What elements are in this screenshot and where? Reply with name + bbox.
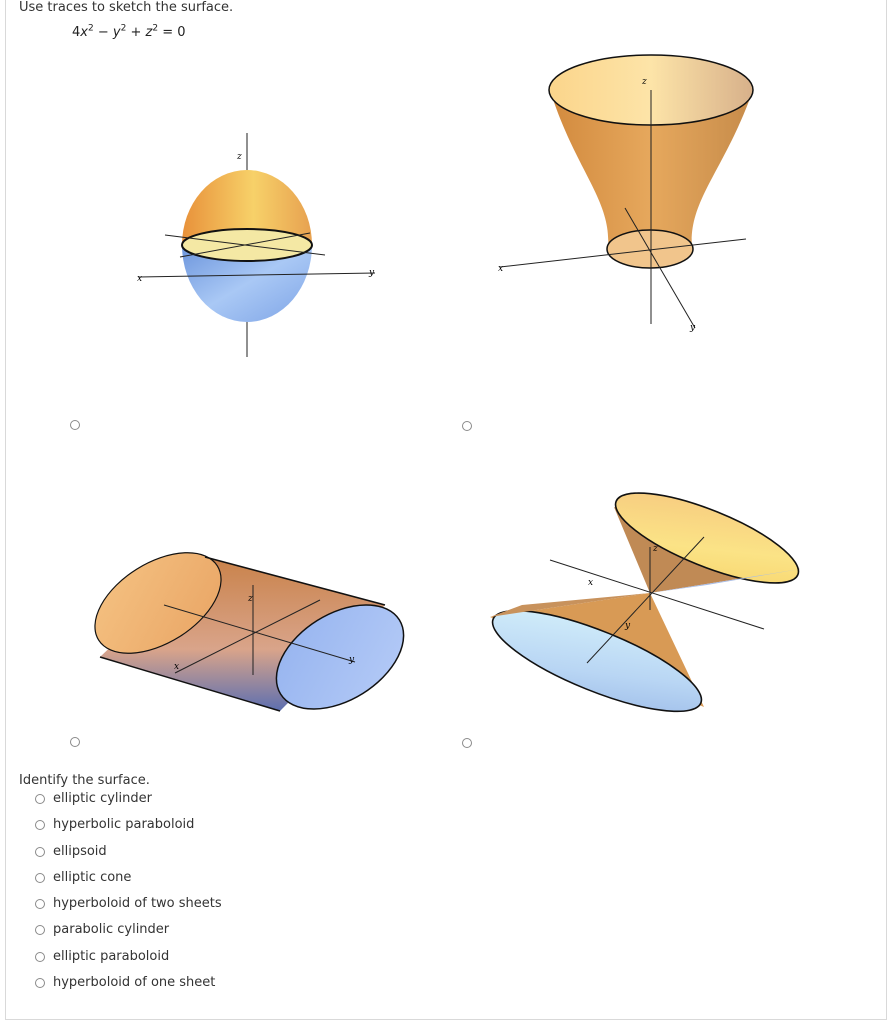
axis-label-x: x: [588, 578, 594, 588]
radio-icon[interactable]: [35, 873, 45, 883]
option-label: hyperbolic paraboloid: [53, 817, 195, 833]
figure-2-radio[interactable]: [462, 421, 472, 431]
option-label: elliptic cylinder: [53, 791, 152, 806]
axis-label-x: x: [137, 274, 143, 284]
radio-icon[interactable]: [35, 925, 45, 935]
radio-icon[interactable]: [35, 899, 45, 909]
question-prompt: Use traces to sketch the surface.: [19, 0, 234, 15]
figure-4-radio[interactable]: [462, 738, 472, 748]
surface-options: [35, 791, 222, 1001]
radio-icon[interactable]: [35, 952, 45, 962]
figure-1-radio[interactable]: [70, 420, 80, 430]
figure-ellipsoid: [125, 125, 395, 365]
option-elliptic-paraboloid[interactable]: [35, 949, 222, 975]
axis-label-z: z: [248, 594, 253, 604]
axis-label-y: y: [625, 621, 631, 631]
radio-icon[interactable]: [35, 820, 45, 830]
option-label: elliptic paraboloid: [53, 948, 170, 964]
axis-label-z: z: [642, 77, 647, 87]
figure-elliptic-cylinder: [90, 545, 420, 725]
option-label: elliptic cone: [53, 869, 132, 885]
eq-exp-z: 2: [152, 23, 159, 34]
axis-label-x: x: [498, 264, 504, 274]
equation: [72, 25, 186, 40]
eq-y: y: [112, 25, 121, 40]
axis-label-z: z: [237, 152, 242, 162]
option-label: parabolic cylinder: [53, 922, 170, 938]
eq-z: z: [145, 25, 153, 40]
option-hyperboloid-one-sheet[interactable]: [35, 975, 222, 1001]
eq-exp-y: 2: [120, 23, 127, 34]
option-elliptic-cone[interactable]: [35, 870, 222, 896]
eq-coef: 4: [72, 25, 81, 40]
axis-label-x: x: [174, 662, 180, 672]
option-label: ellipsoid: [53, 843, 107, 859]
axis-label-y: y: [690, 323, 696, 333]
radio-icon[interactable]: [35, 978, 45, 988]
radio-icon[interactable]: [35, 847, 45, 857]
figure-hyperboloid-one-sheet: [490, 50, 760, 340]
option-label: hyperboloid of two sheets: [53, 896, 222, 912]
eq-op2: +: [126, 25, 146, 40]
axis-label-z: z: [653, 544, 658, 554]
eq-op1: −: [93, 25, 113, 40]
eq-rhs: = 0: [158, 25, 186, 40]
figure-elliptic-cone: [482, 485, 812, 725]
radio-icon[interactable]: [35, 794, 45, 804]
option-elliptic-cylinder[interactable]: [35, 791, 222, 817]
eq-x: x: [80, 25, 88, 40]
option-hyperboloid-two-sheets[interactable]: [35, 896, 222, 922]
eq-exp-x: 2: [87, 23, 94, 34]
figure-3-radio[interactable]: [70, 737, 80, 747]
axis-label-y: y: [369, 268, 375, 278]
identify-label: Identify the surface.: [19, 773, 150, 788]
option-hyperbolic-paraboloid[interactable]: [35, 817, 222, 843]
axis-label-y: y: [349, 655, 355, 665]
option-ellipsoid[interactable]: [35, 844, 222, 870]
option-parabolic-cylinder[interactable]: [35, 922, 222, 948]
option-label: hyperboloid of one sheet: [53, 975, 216, 991]
